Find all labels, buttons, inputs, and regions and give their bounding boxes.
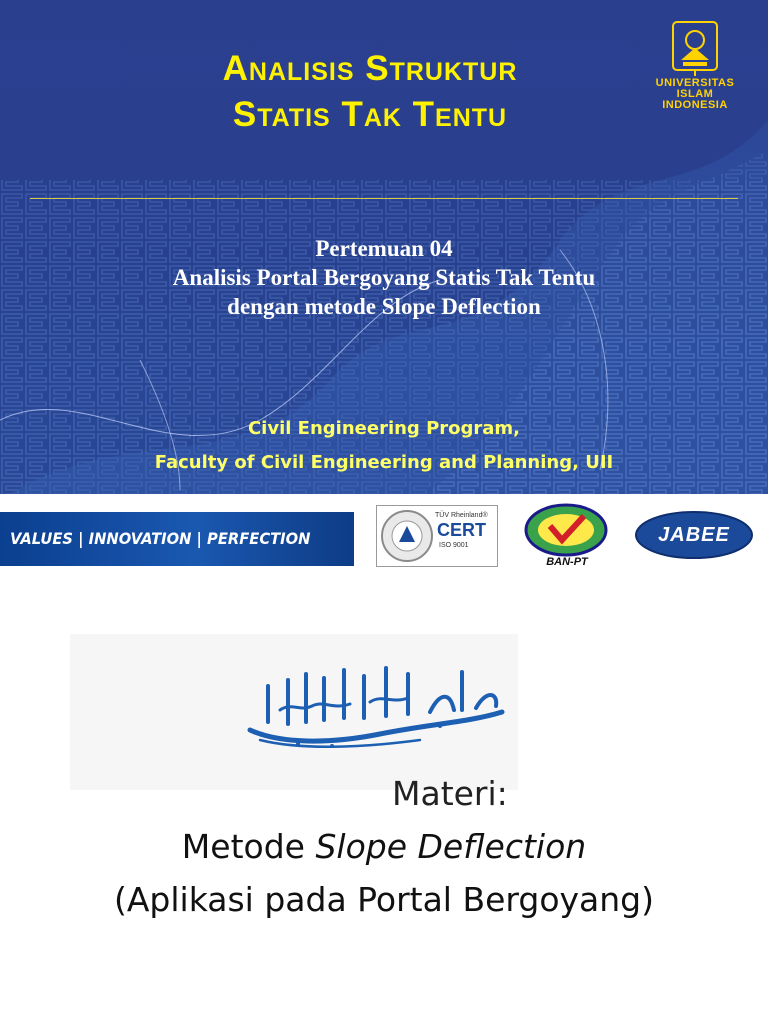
program-name: Civil Engineering Program, [247,418,521,439]
method-prefix: Metode [181,827,316,866]
title-line-1: Analisis Struktur [222,49,518,88]
banpt-logo [520,500,612,574]
title-divider [30,198,738,199]
basmala-calligraphy-icon [240,652,510,752]
banpt-label: BAN-PT [546,556,588,568]
uii-crest-icon [669,20,721,78]
logo-line-3: INDONESIA [662,99,728,111]
title-line-2: Statis Tak Tentu [232,95,508,134]
tuv-cert-badge [376,505,498,567]
faculty-name: Faculty of Civil Engineering and Planning, UII [154,452,614,473]
values-banner [0,512,354,566]
logo-line-2: ISLAM [676,88,714,100]
content-slide [0,576,768,1024]
topic-line-2: dengan metode Slope Deflection [227,294,541,319]
banpt-emblem-icon [520,500,612,558]
meeting-number: Pertemuan 04 [315,236,453,261]
basmala-panel [70,634,518,813]
slide-title [60,46,680,138]
method-title [0,826,768,868]
cert-standard: ISO 9001 [439,542,469,549]
cert-label: CERT [437,520,486,540]
jabee-label: JABEE [658,524,730,546]
topic-line-1: Analisis Portal Bergoyang Statis Tak Tentu [172,265,596,290]
materi-heading: Materi: [392,774,508,813]
method-name: Slope Deflection [315,827,587,866]
values-text: VALUES | INNOVATION | PERFECTION [10,529,311,548]
cert-seal-icon [379,508,435,564]
cert-header: TÜV Rheinland® [435,512,488,519]
application-subtitle: (Aplikasi pada Portal Bergoyang) [113,880,655,919]
affiliation [40,412,728,480]
uii-logo [650,20,740,130]
logo-line-1: UNIVERSITAS [655,77,735,89]
jabee-logo [634,510,754,560]
lecture-subtitle [40,234,728,321]
